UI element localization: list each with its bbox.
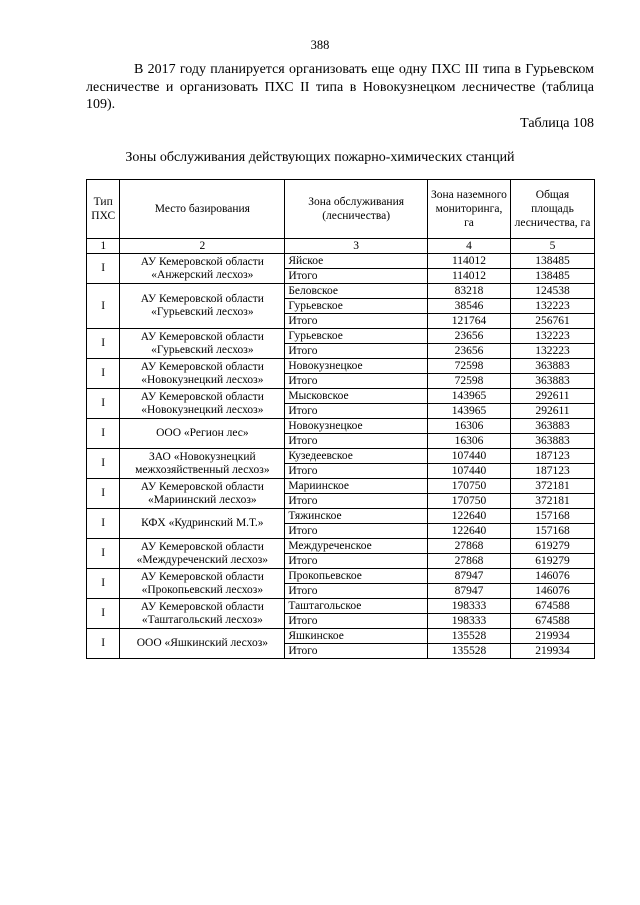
cell-type: I: [87, 449, 120, 479]
table-row: [87, 629, 595, 644]
cell-monitoring: 16306: [428, 434, 511, 449]
cell-zone: Яйское: [285, 254, 428, 269]
cell-monitoring: 143965: [428, 389, 511, 404]
cell-place: ЗАО «Новокузнецкий межхозяйственный лесхоз»: [120, 449, 285, 479]
table-row: [87, 509, 595, 524]
table-title: Зоны обслуживания действующих пожарно-химических станций: [125, 150, 515, 165]
header-type: Тип ПХС: [87, 180, 120, 239]
cell-zone: Итого: [285, 434, 428, 449]
cell-zone: Итого: [285, 374, 428, 389]
column-number: 3: [285, 239, 428, 254]
cell-zone: Итого: [285, 404, 428, 419]
cell-zone: Мариинское: [285, 479, 428, 494]
column-number-row: [87, 239, 595, 254]
cell-monitoring: 135528: [428, 629, 511, 644]
column-number: 1: [87, 239, 120, 254]
cell-area: 372181: [510, 479, 594, 494]
table-row: [87, 479, 595, 494]
cell-zone: Прокопьевское: [285, 569, 428, 584]
cell-area: 256761: [510, 314, 594, 329]
cell-zone: Гурьевское: [285, 329, 428, 344]
cell-zone: Таштагольское: [285, 599, 428, 614]
cell-monitoring: 198333: [428, 599, 511, 614]
cell-monitoring: 83218: [428, 284, 511, 299]
cell-zone: Новокузнецкое: [285, 419, 428, 434]
cell-area: 132223: [510, 329, 594, 344]
cell-place: АУ Кемеровской области «Таштагольский лесхоз»: [120, 599, 285, 629]
cell-area: 187123: [510, 449, 594, 464]
cell-zone: Тяжинское: [285, 509, 428, 524]
cell-monitoring: 114012: [428, 269, 511, 284]
header-place: Место базирования: [120, 180, 285, 239]
cell-monitoring: 16306: [428, 419, 511, 434]
table-row: [87, 569, 595, 584]
cell-area: 187123: [510, 464, 594, 479]
cell-type: I: [87, 254, 120, 284]
cell-zone: Итого: [285, 644, 428, 659]
cell-monitoring: 38546: [428, 299, 511, 314]
cell-type: I: [87, 329, 120, 359]
column-number: 4: [428, 239, 511, 254]
cell-zone: Кузедеевское: [285, 449, 428, 464]
cell-area: 146076: [510, 584, 594, 599]
cell-monitoring: 23656: [428, 344, 511, 359]
cell-zone: Гурьевское: [285, 299, 428, 314]
table-header-row: [87, 180, 595, 239]
cell-zone: Итого: [285, 554, 428, 569]
cell-monitoring: 121764: [428, 314, 511, 329]
cell-monitoring: 143965: [428, 404, 511, 419]
cell-monitoring: 122640: [428, 524, 511, 539]
cell-place: АУ Кемеровской области «Гурьевский лесхоз»: [120, 284, 285, 329]
cell-monitoring: 198333: [428, 614, 511, 629]
cell-monitoring: 87947: [428, 569, 511, 584]
cell-area: 674588: [510, 614, 594, 629]
cell-zone: Мысковское: [285, 389, 428, 404]
cell-monitoring: 107440: [428, 464, 511, 479]
cell-area: 157168: [510, 524, 594, 539]
cell-area: 146076: [510, 569, 594, 584]
cell-monitoring: 27868: [428, 554, 511, 569]
header-zone: Зона обслуживания (лесничества): [285, 180, 428, 239]
table-row: [87, 329, 595, 344]
cell-area: 292611: [510, 404, 594, 419]
cell-area: 674588: [510, 599, 594, 614]
cell-type: I: [87, 389, 120, 419]
cell-zone: Итого: [285, 464, 428, 479]
cell-monitoring: 122640: [428, 509, 511, 524]
cell-area: 138485: [510, 254, 594, 269]
table-row: [87, 539, 595, 554]
cell-area: 363883: [510, 419, 594, 434]
cell-zone: Итого: [285, 524, 428, 539]
cell-place: ООО «Регион лес»: [120, 419, 285, 449]
page-number: 388: [310, 38, 330, 52]
cell-place: ООО «Яшкинский лесхоз»: [120, 629, 285, 659]
cell-area: 219934: [510, 629, 594, 644]
cell-zone: Яшкинское: [285, 629, 428, 644]
cell-zone: Итого: [285, 614, 428, 629]
cell-type: I: [87, 479, 120, 509]
cell-monitoring: 23656: [428, 329, 511, 344]
cell-area: 124538: [510, 284, 594, 299]
cell-area: 363883: [510, 374, 594, 389]
cell-zone: Междуреченское: [285, 539, 428, 554]
cell-monitoring: 135528: [428, 644, 511, 659]
cell-area: 372181: [510, 494, 594, 509]
cell-type: I: [87, 599, 120, 629]
cell-monitoring: 107440: [428, 449, 511, 464]
cell-area: 363883: [510, 359, 594, 374]
cell-place: АУ Кемеровской области «Мариинский лесхоз»: [120, 479, 285, 509]
cell-area: 132223: [510, 299, 594, 314]
cell-place: АУ Кемеровской области «Анжерский лесхоз»: [120, 254, 285, 284]
cell-area: 132223: [510, 344, 594, 359]
cell-area: 138485: [510, 269, 594, 284]
cell-area: 157168: [510, 509, 594, 524]
table-row: [87, 419, 595, 434]
table-row: [87, 389, 595, 404]
cell-type: I: [87, 359, 120, 389]
cell-zone: Итого: [285, 269, 428, 284]
header-area: Общая площадь лесничества, га: [510, 180, 594, 239]
cell-area: 292611: [510, 389, 594, 404]
cell-place: АУ Кемеровской области «Гурьевский лесхоз»: [120, 329, 285, 359]
fire-stations-table: [86, 179, 595, 659]
column-number: 5: [510, 239, 594, 254]
header-monitoring: Зона наземного мониторинга, га: [428, 180, 511, 239]
table-row: [87, 284, 595, 299]
table-body: [87, 254, 595, 659]
table-row: [87, 599, 595, 614]
cell-monitoring: 170750: [428, 479, 511, 494]
table-reference: Таблица 108: [520, 116, 594, 131]
cell-type: I: [87, 569, 120, 599]
body-paragraph: В 2017 году планируется организовать еще одну ПХС III типа в Гурьевском лесничестве и организовать ПХС II типа в Новокузнецком лесничестве (таблица 109).: [86, 62, 594, 112]
table-row: [87, 359, 595, 374]
table-row: [87, 449, 595, 464]
cell-zone: Итого: [285, 344, 428, 359]
cell-type: I: [87, 629, 120, 659]
cell-place: АУ Кемеровской области «Новокузнецкий лесхоз»: [120, 389, 285, 419]
cell-zone: Итого: [285, 314, 428, 329]
cell-area: 363883: [510, 434, 594, 449]
cell-monitoring: 27868: [428, 539, 511, 554]
cell-type: I: [87, 419, 120, 449]
cell-monitoring: 72598: [428, 374, 511, 389]
cell-zone: Итого: [285, 494, 428, 509]
cell-place: АУ Кемеровской области «Междуреченский лесхоз»: [120, 539, 285, 569]
cell-place: АУ Кемеровской области «Новокузнецкий лесхоз»: [120, 359, 285, 389]
cell-type: I: [87, 509, 120, 539]
cell-place: КФХ «Кудринский М.Т.»: [120, 509, 285, 539]
cell-area: 219934: [510, 644, 594, 659]
column-number: 2: [120, 239, 285, 254]
cell-monitoring: 72598: [428, 359, 511, 374]
cell-area: 619279: [510, 539, 594, 554]
cell-monitoring: 114012: [428, 254, 511, 269]
cell-type: I: [87, 284, 120, 329]
cell-zone: Новокузнецкое: [285, 359, 428, 374]
cell-area: 619279: [510, 554, 594, 569]
cell-zone: Беловское: [285, 284, 428, 299]
cell-monitoring: 170750: [428, 494, 511, 509]
cell-type: I: [87, 539, 120, 569]
table-row: [87, 254, 595, 269]
cell-monitoring: 87947: [428, 584, 511, 599]
cell-place: АУ Кемеровской области «Прокопьевский лесхоз»: [120, 569, 285, 599]
cell-zone: Итого: [285, 584, 428, 599]
